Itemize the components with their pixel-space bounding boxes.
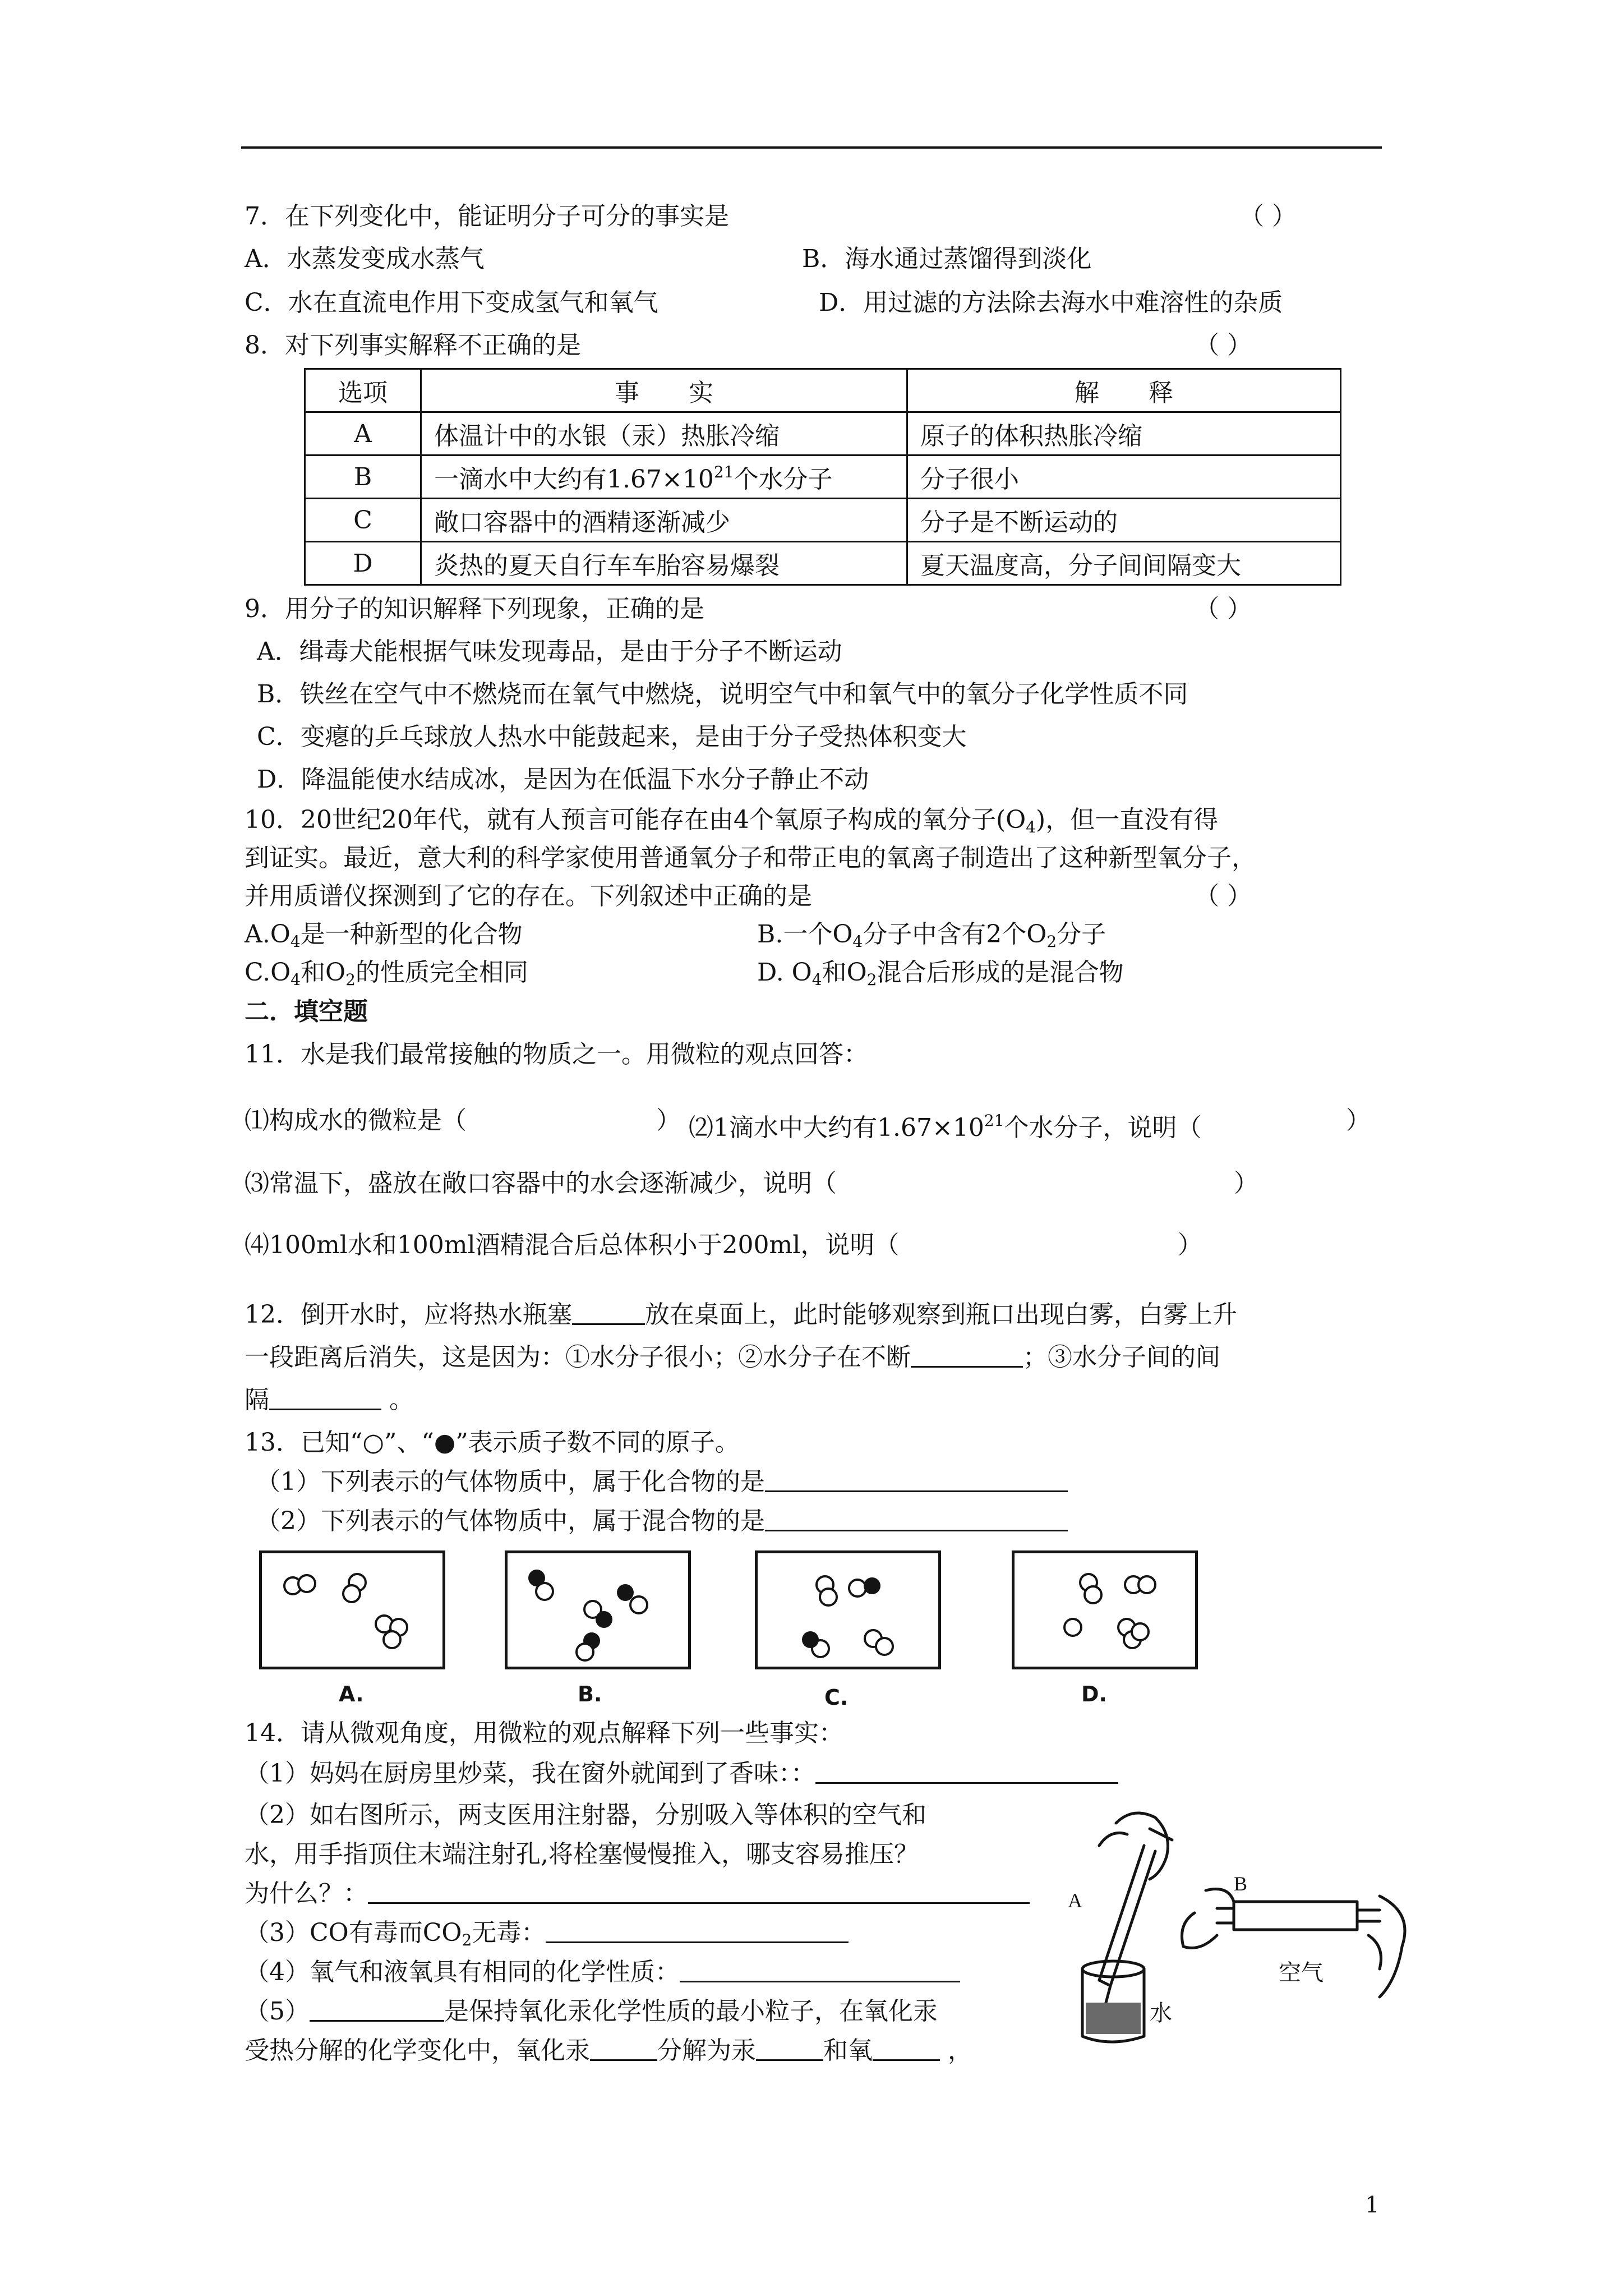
q10-line-3: 并用质谱仪探测到了它的存在。下列叙述中正确的是 [245, 882, 812, 910]
q12-line-2: 一段距离后消失，这是因为：①水分子很小；②水分子在不断 ；③水分子间的间 [245, 1341, 1220, 1374]
q8-table [304, 368, 1341, 586]
section-fill-in-title: 二．填空题 [245, 997, 368, 1026]
q11-part-1-close: ） [656, 1106, 681, 1135]
table-row [305, 455, 1341, 499]
q11-part-4-close: ） [1178, 1231, 1202, 1259]
q11-part-3-answer-space[interactable] [931, 1167, 1223, 1200]
q10-answer-paren[interactable]: （ ） [1195, 882, 1252, 910]
q12-blank-3[interactable] [269, 1384, 381, 1410]
page-number: 1 [1365, 2192, 1380, 2218]
q7-answer-paren[interactable]: （ ） [1239, 202, 1297, 231]
syringe-a-icon [1110, 1851, 1155, 1986]
syringe-figure [1066, 1801, 1424, 2047]
q14-blank-6[interactable] [590, 2035, 657, 2061]
label-a: A [1068, 1889, 1082, 1912]
q14-sub-3: （3）CO有毒而$CO_2$无毒： [245, 1916, 849, 1957]
table-header-row [305, 369, 1341, 412]
q14-sub-6: 受热分解的化学变化中，氧化汞 分解为汞 和氧 ， [245, 2034, 972, 2068]
q11-part-2-answer-space[interactable] [1279, 1104, 1340, 1138]
label-water: 水 [1150, 2000, 1172, 2026]
table-cell-explanation: 夏天温度高，分子间间隔变大 [907, 542, 1341, 585]
q7-option-a: A．水蒸发变成水蒸气 [245, 245, 485, 273]
q7-stem: 7．在下列变化中，能证明分子可分的事实是 [245, 202, 729, 231]
table-cell-option: B [305, 455, 421, 499]
molecules-a-icon [262, 1553, 442, 1667]
q14-sub-4: （4）氧气和液氧具有相同的化学性质： [245, 1955, 960, 1989]
q11-part-1-answer-space[interactable] [505, 1104, 651, 1138]
table-cell-option: D [305, 542, 421, 585]
q10-option-b: B.一个$O_4$分子中含有2个$O_2$分子 [757, 920, 1106, 951]
q9-answer-paren[interactable]: （ ） [1195, 595, 1252, 623]
table-header-option: 选项 [305, 369, 421, 412]
q14-blank-4[interactable] [680, 1956, 960, 1982]
q12-blank-1[interactable] [572, 1299, 645, 1325]
table-cell-option: A [305, 412, 421, 455]
q14-blank-3[interactable] [546, 1917, 849, 1943]
q14-blank-2[interactable] [368, 1878, 1030, 1904]
q14-sub-2b: 水，用手指顶住末端注射孔,将栓塞慢慢推入，哪支容易推压？ [245, 1840, 919, 1869]
molecules-c-icon [758, 1553, 938, 1667]
q14-sub-5: （5） 是保持氧化汞化学性质的最小粒子，在氧化汞 [245, 1995, 938, 2028]
table-cell-explanation: 原子的体积热胀冷缩 [907, 412, 1341, 455]
hand-a-icon [1116, 1813, 1168, 1879]
q12-line-3: 隔 。 [245, 1383, 414, 1417]
table-cell-fact: 敞口容器中的酒精逐渐减少 [421, 499, 907, 542]
table-cell-fact: 一滴水中大约有$1.67\times 10^{21}$个水分子 [421, 455, 907, 499]
q11-part-2-close: ） [1346, 1106, 1371, 1135]
table-cell-explanation: 分子很小 [907, 455, 1341, 499]
q9-stem: 9．用分子的知识解释下列现象，正确的是 [245, 595, 704, 623]
q8-stem: 8．对下列事实解释不正确的是 [245, 331, 581, 360]
q13-blank-1[interactable] [765, 1466, 1068, 1492]
q14-sub-2a: （2）如右图所示，两支医用注射器，分别吸入等体积的空气和 [245, 1801, 926, 1829]
table-row [305, 499, 1341, 542]
q13-sub-2: （2）下列表示的气体物质中，属于混合物的是 [256, 1504, 1068, 1538]
q7-option-d: D．用过滤的方法除去海水中难溶性的杂质 [819, 288, 1283, 317]
q14-blank-8[interactable] [873, 2035, 940, 2061]
q10-option-c: $C.O_4$和$O_2$的性质完全相同 [245, 958, 528, 989]
hand-b-icon [1182, 1913, 1218, 1948]
molecules-d-icon [1015, 1553, 1195, 1667]
hand-b-right-icon [1380, 1896, 1405, 1997]
molecule-box-d [1012, 1550, 1198, 1669]
q10-line-2: 到证实。最近，意大利的科学家使用普通氧分子和带正电的氧离子制造出了这种新型氧分子， [245, 844, 1256, 872]
q13-stem: 13．已知“○”、“●”表示质子数不同的原子。 [245, 1428, 740, 1457]
molecule-label-b: B. [578, 1682, 602, 1706]
q11-part-3: ⑶常温下，盛放在敞口容器中的水会逐渐减少，说明（ [245, 1169, 837, 1198]
q11-part-3-close: ） [1234, 1169, 1258, 1198]
q14-blank-1[interactable] [815, 1757, 1118, 1784]
q11-part-1: ⑴构成水的微粒是（ [245, 1106, 467, 1135]
q7-option-b: B．海水通过蒸馏得到淡化 [802, 245, 1092, 273]
label-air: 空气 [1279, 1960, 1324, 1986]
molecules-b-icon [508, 1553, 688, 1667]
table-header-explanation: 解 释 [907, 369, 1341, 412]
q14-sub-1: （1）妈妈在厨房里炒菜，我在窗外就闻到了香味：： [245, 1757, 1118, 1791]
q13-sub-1: （1）下列表示的气体物质中，属于化合物的是 [256, 1465, 1068, 1499]
header-rule [241, 146, 1382, 149]
table-header-fact: 事 实 [421, 369, 907, 412]
q12-blank-2[interactable] [911, 1341, 1023, 1368]
q11-part-4: ⑷100ml水和100ml酒精混合后总体积小于200ml，说明（ [245, 1231, 900, 1259]
molecule-box-a [259, 1550, 445, 1669]
table-cell-fact: 炎热的夏天自行车车胎容易爆裂 [421, 542, 907, 585]
q9-option-d: D．降温能使水结成冰，是因为在低温下水分子静止不动 [257, 765, 869, 794]
q11-part-2: ⑵1滴水中大约有$1.67\times 10^{21}$个水分子，说明（ [689, 1111, 1202, 1142]
q11-part-4-answer-space[interactable] [1004, 1228, 1166, 1262]
molecule-label-a: A. [339, 1682, 364, 1706]
q8-answer-paren[interactable]: （ ） [1195, 331, 1252, 360]
q10-option-a: $A.O_4$是一种新型的化合物 [245, 920, 523, 951]
q9-option-c: C．变瘪的乒乓球放人热水中能鼓起来，是由于分子受热体积变大 [257, 723, 967, 751]
table-row [305, 542, 1341, 585]
q14-stem: 14．请从微观角度，用微粒的观点解释下列一些事实： [245, 1719, 843, 1747]
table-cell-explanation: 分子是不断运动的 [907, 499, 1341, 542]
q11-stem: 11．水是我们最常接触的物质之一。用微粒的观点回答： [245, 1040, 868, 1069]
q14-blank-5[interactable] [310, 1995, 444, 2022]
molecule-box-c [755, 1550, 941, 1669]
q12-line-1: 12．倒开水时，应将热水瓶塞 放在桌面上，此时能够观察到瓶口出现白雾，白雾上升 [245, 1298, 1237, 1332]
q14-sub-2c: 为什么？： [245, 1877, 1030, 1911]
table-cell-option: C [305, 499, 421, 542]
table-cell-fact: 体温计中的水银（汞）热胀冷缩 [421, 412, 907, 455]
label-b: B [1234, 1872, 1248, 1895]
q7-option-c: C．水在直流电作用下变成氢气和氧气 [245, 288, 658, 317]
q10-option-d: D. $O_4$和$O_2$混合后形成的是混合物 [757, 958, 1124, 989]
q13-blank-2[interactable] [765, 1505, 1068, 1531]
q9-option-b: B．铁丝在空气中不燃烧而在氧气中燃烧，说明空气中和氧气中的氧分子化学性质不同 [257, 680, 1188, 708]
q14-blank-7[interactable] [756, 2035, 823, 2061]
molecule-label-d: D. [1081, 1682, 1107, 1706]
q10-line-1: 10．20世纪20年代，就有人预言可能存在由4个氧原子构成的氧分子$(O_4)$，但一直没有得 [245, 806, 1219, 836]
q9-option-a: A．缉毒犬能根据气味发现毒品，是由于分子不断运动 [257, 637, 842, 666]
table-row [305, 412, 1341, 455]
molecule-box-b [505, 1550, 691, 1669]
molecule-label-c: C. [824, 1685, 849, 1710]
syringe-b-icon [1234, 1902, 1357, 1930]
